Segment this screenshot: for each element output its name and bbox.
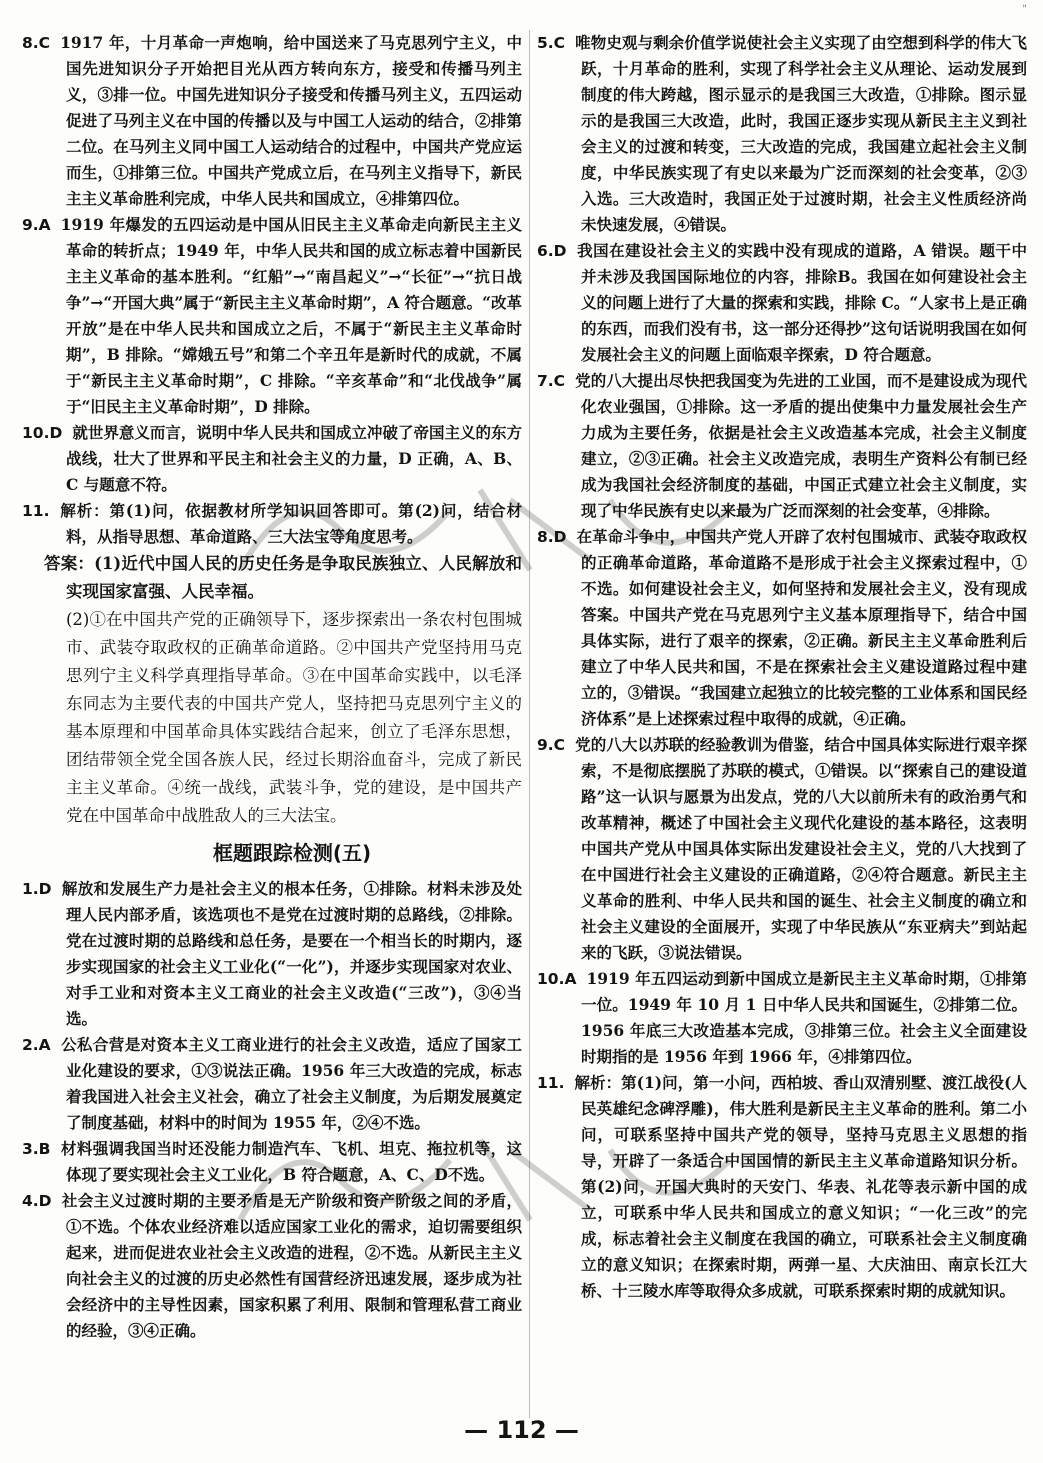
answer-item-11 [537,1070,1027,1304]
right-column [537,30,1027,1304]
item-text: 1919 年五四运动到新中国成立是新民主主义革命时期，①排第一位。1949 年 10 月 1 日中华人民共和国诞生，②排第二位。1956 年底三大改造基本完成，③排第三位。社会主义全面建设时期指的是 1956 年到 1966 年，④排第四位。 [581,969,1027,1066]
item-number: 7.C [537,372,566,390]
item-text: 在革命斗争中，中国共产党人开辟了农村包围城市、武装夺取政权的正确革命道路，革命道路不是形成于社会主义探索过程中，①不选。如何建设社会主义，如何坚持和发展社会主义，没有现成答案。中国共产党在马克思列宁主义基本原理指导下，结合中国具体实际，进行了艰辛的探索，②正确。新民主主义革命胜利后建立了中华人民共和国，不是在探索社会主义建设道路过程中建立的，③错误。“我国建立起独立的比较完整的工业体系和国民经济体系”是上述探索过程中取得的成就，④正确。 [576,527,1027,728]
answer-text-1: (1)近代中国人民的历史任务是争取民族独立、人民解放和实现国家富强、人民幸福。 [66,554,522,601]
item-number: 5.C [537,34,566,52]
item-number: 9.A [22,216,51,234]
answer-item-10 [537,966,1027,1070]
item-number: 9.C [537,736,566,754]
section-title: 框题跟踪检测(五) [212,841,372,865]
item-text: 公私合营是对资本主义工商业进行的社会主义改造，适应了国家工业化建设的要求，①③说法正确。1956 年三大改造的完成，标志着我国进入社会主义社会，确立了社会主义制度，为后期发展奠定了制度基础，材料中的时间为 1955 年，②④不选。 [60,1035,522,1132]
item-text: 就世界意义而言，说明中华人民共和国成立冲破了帝国主义的东方战线，壮大了世界和平民主和社会主义的力量，D 正确，A、B、C 与题意不符。 [66,423,522,494]
item-text: 解析：第(1)问，依据教材所学知识回答即可。第(2)问，结合材料，从指导思想、革命道路、三大法宝等角度思考。 [59,501,522,546]
item-number: 2.A [22,1036,51,1054]
answer-label: 答案： [44,554,95,573]
page-number: — 112 — [464,1416,579,1444]
corner-mark: " [1022,4,1027,15]
answer-item-9 [22,212,522,420]
item-number: 8.D [537,528,567,546]
section-item-4 [22,1188,522,1344]
answer-item-10 [22,420,522,498]
item-number: 11. [537,1074,565,1092]
item-text: 唯物史观与剩余价值学说使社会主义实现了由空想到科学的伟大飞跃，十月革命的胜利，实现了科学社会主义从理论、运动发展到制度的伟大跨越，图示显示的是我国三大改造，①排除。图示显示的是我国三大改造，此时，我国正逐步实现从新民主主义到社会主义的过渡和转变，三大改造的完成，我国建立起社会主义制度，中华民族实现了有史以来最为广泛而深刻的社会变革，②③入选。三大改造时，我国正处于过渡时期，社会主义性质经济尚未快速发展，④错误。 [575,33,1027,234]
section-item-1 [22,876,522,1032]
answer-item-8 [537,524,1027,732]
section-item-2 [22,1032,522,1136]
item-text: 材料强调我国当时还没能力制造汽车、飞机、坦克、拖拉机等，这体现了要实现社会主义工业化，B 符合题意，A、C、D不选。 [60,1139,522,1184]
column-divider [529,30,530,1418]
item-number: 11. [22,502,50,520]
left-column [22,30,522,1344]
answer-item-6 [537,238,1027,368]
item-number: 10.D [22,424,63,442]
item-number: 3.B [22,1140,51,1158]
answer-item-7 [537,368,1027,524]
item-text: 1919 年爆发的五四运动是中国从旧民主主义革命走向新民主主义革命的转折点；1949 年，中华人民共和国的成立标志着中国新民主主义革命的基本胜利。“红船”→“南昌起义”→“长征”→“抗日战争”→“开国大典”属于“新民主主义革命时期”，A 符合题意。“改革开放”是在中华人民共和国成立之后，不属于“新民主主义革命时期”，B 排除。“嫦娥五号”和第二个辛丑年是新时代的成就，不属于“新民主主义革命时期”，C 排除。“辛亥革命”和“北伐战争”属于“旧民主主义革命时期”，D 排除。 [60,215,522,416]
answer-item-9 [537,732,1027,966]
answer-item-8 [22,30,522,212]
item-text: 我国在建设社会主义的实践中没有现成的道路，A 错误。题干中并未涉及我国国际地位的内容，排除B。我国在如何建设社会主义的问题上进行了大量的探索和实践，排除 C。“人家书上是正确的东西，而我们没有书，这一部分还得抄”这句话说明我国在如何发展社会主义的问题上面临艰辛探索，D 符合题意。 [576,241,1027,364]
answer-text-2: (2)①在中国共产党的正确领导下，逐步探索出一条农村包围城市、武装夺取政权的正确革命道路。②中国共产党坚持用马克思列宁主义科学真理指导革命。③在中国革命实践中，以毛泽东同志为主要代表的中国共产党人，坚持把马克思列宁主义的基本原理和中国革命具体实践结合起来，创立了毛泽东思想，团结带领全党全国各族人民，经过长期浴血奋斗，完成了新民主主义革命。④统一战线，武装斗争，党的建设，是中国共产党在中国革命中战胜敌人的三大法宝。 [66,610,522,825]
answer-item-5 [537,30,1027,238]
item-number: 6.D [537,242,567,260]
section-item-3 [22,1136,522,1188]
item-text: 社会主义过渡时期的主要矛盾是无产阶级和资产阶级之间的矛盾，①不选。个体农业经济难以适应国家工业化的需求，迫切需要组织起来，进而促进农业社会主义改造的进程，②不选。从新民主主义向社会主义的过渡的历史必然性有国营经济迅速发展，逐步成为社会经济中的主导性因素，国家积累了利用、限制和管理私营工商业的经验，③④正确。 [61,1191,522,1340]
item-number: 1.D [22,880,52,898]
item-text: 1917 年，十月革命一声炮响，给中国送来了马克思列宁主义，中国先进知识分子开始把目光从西方转向东方，接受和传播马列主义，③排一位。中国先进知识分子接受和传播马列主义，五四运动促进了马列主义在中国的传播以及与中国工人运动的结合，②排第二位。在马列主义同中国工人运动结合的过程中，中国共产党应运而生，①排第三位。中国共产党成立后，在马列主义指导下，新民主主义革命胜利完成，中华人民共和国成立，④排第四位。 [60,33,522,208]
item-number: 8.C [22,34,51,52]
item-text: 党的八大提出尽快把我国变为先进的工业国，而不是建设成为现代化农业强国，①排除。这一矛盾的提出使集中力量发展社会生产力成为主要任务，依据是社会主义改造基本完成，社会主义制度建立，②③正确。社会主义改造完成，表明生产资料公有制已经成为我国社会经济制度的基础，中国正式建立社会主义制度，实现了中华民族有史以来最为广泛而深刻的社会变革，④排除。 [575,371,1027,520]
answer-item-11 [22,498,522,550]
item-number: 4.D [22,1192,52,1210]
answer-block-1 [22,550,522,606]
item-text: 解析：第(1)问，第一小问，西柏坡、香山双清别墅、渡江战役(人民英雄纪念碑浮雕)，伟大胜利是新民主主义革命的胜利。第二小问，可联系坚持中国共产党的领导，坚持马克思主义思想的指导，开辟了一条适合中国国情的新民主主义革命道路知识分析。第(2)问，开国大典时的天安门、华表、礼花等表示新中国的成立，可联系中华人民共和国成立的意义知识；“一化三改”的完成，标志着社会主义制度在我国的确立，可联系社会主义制度确立的意义知识；在探索时期，两弹一星、大庆油田、南京长江大桥、十三陵水库等取得众多成就，可联系探索时期的成就知识。 [574,1073,1027,1300]
item-text: 党的八大以苏联的经验教训为借鉴，结合中国具体实际进行艰辛探索，不是彻底摆脱了苏联的模式，①错误。以“探索自己的建设道路”这一认识与愿景为出发点，党的八大以前所未有的政治勇气和改革精神，概述了中国社会主义现代化建设的基本路径，这表明中国共产党从中国具体实际出发建设社会主义，党的八大找到了在中国进行社会主义建设的正确道路，②④符合题意。新民主主义革命的胜利、中华人民共和国的诞生、社会主义制度的确立和社会主义建设的全面展开，实现了中华民族从“东亚病夫”到站起来的飞跃，③说法错误。 [575,735,1027,962]
item-text: 解放和发展生产力是社会主义的根本任务，①排除。材料未涉及处理人民内部矛盾，该选项也不是党在过渡时期的总路线，②排除。党在过渡时期的总路线和总任务，是要在一个相当长的时期内，逐步实现国家的社会主义工业化(“一化”)，并逐步实现国家对农业、对手工业和对资本主义工商业的社会主义改造(“三改”)，③④当选。 [61,879,522,1028]
item-number: 10.A [537,970,577,988]
